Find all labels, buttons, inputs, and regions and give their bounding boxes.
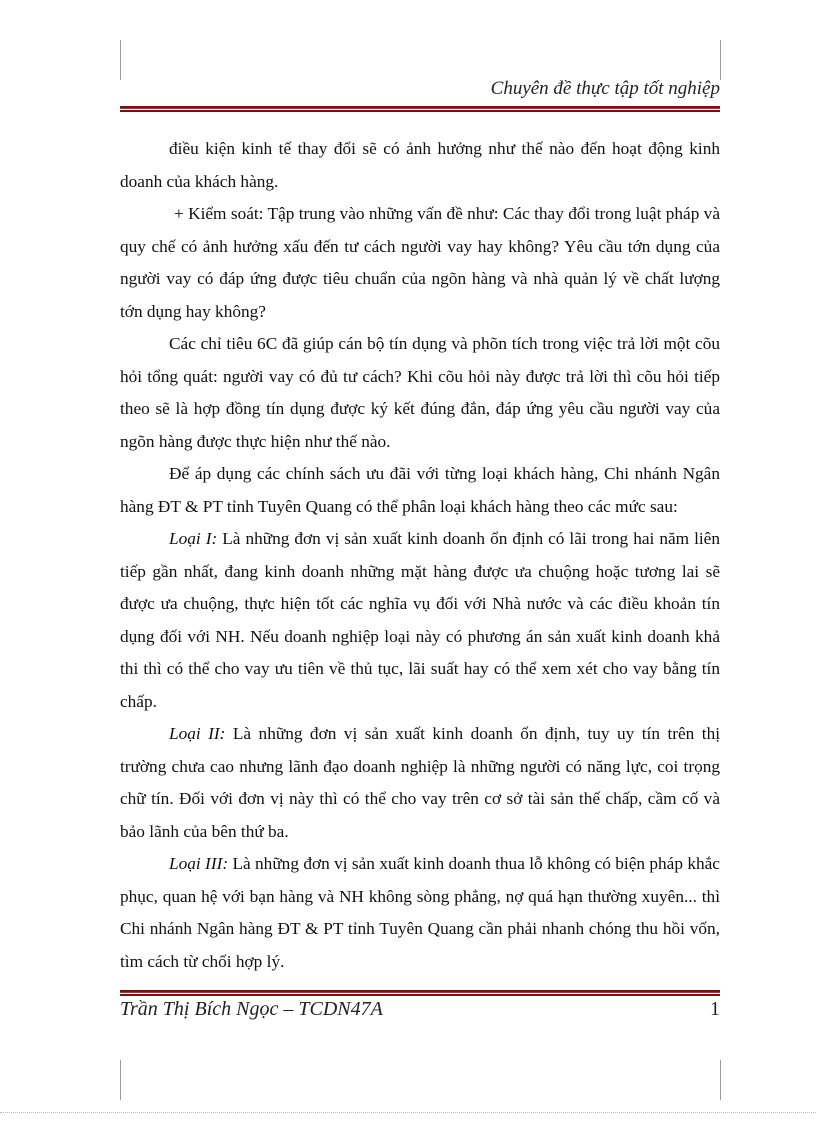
loai-1-text: Là những đơn vị sản xuất kinh doanh ổn định có lãi trong hai năm liên tiếp gần nhất, đang kinh doanh những mặt hàng được ưa chuộng hoặc tương lai sẽ được ưa chuộng, thực hiện tốt các nghĩa vụ đối với Nhà nước và các điều khoản tín dụng đối với NH. Nếu doanh nghiệp loại này có phương án sản xuất kinh doanh khả thi thì có thể cho vay ưu tiên về thủ tục, lãi suất hay có thể xem xét cho vay bằng tín chấp. — [120, 529, 720, 711]
loai-2-label: Loại II: — [169, 724, 226, 743]
paragraph-text: Để áp dụng các chính sách ưu đãi với từng loại khách hàng, Chi nhánh Ngân hàng ĐT & PT tỉnh Tuyên Quang có thể phân loại khách hàng theo các mức sau: — [120, 464, 720, 516]
paragraph-loai-3 — [120, 848, 720, 978]
header-title: Chuyên đề thực tập tốt nghiệp — [490, 78, 720, 99]
margin-guide-top-left — [108, 40, 121, 80]
paragraph-continuation — [120, 133, 720, 198]
loai-2-text: Là những đơn vị sản xuất kinh doanh ổn định, tuy uy tín trên thị trường chưa cao nhưng lãnh đạo doanh nghiệp là những người có năng lực, coi trọng chữ tín. Đối với đơn vị này thì có thể cho vay trên cơ sở tài sản thế chấp, cầm cố và bảo lãnh của bên thứ ba. — [120, 724, 721, 841]
margin-guide-bottom-left — [108, 1060, 121, 1100]
header-rule — [120, 106, 720, 112]
page-number: 1 — [710, 998, 720, 1020]
paragraph-text: + Kiểm soát: Tập trung vào những vấn đề như: Các thay đổi trong luật pháp và quy chế có ảnh hưởng xấu đến tư cách người vay hay không? Yêu cầu tớn dụng của người vay có đáp ứng được tiêu chuẩn của ngõn hàng và nhà quản lý về chất lượng tớn dụng hay không? — [120, 204, 720, 321]
footer-author: Trần Thị Bích Ngọc – TCDN47A — [120, 998, 383, 1020]
paragraph-loai-1 — [120, 523, 720, 718]
footer-rule — [120, 990, 720, 996]
paragraph-classification — [120, 458, 720, 523]
page-bottom-border — [0, 1112, 816, 1113]
paragraph-text: Các chỉ tiêu 6C đã giúp cán bộ tín dụng và phõn tích trong việc trả lời một cõu hỏi tổng quát: người vay có đủ tư cách? Khi cõu hỏi này được trả lời thì cõu hỏi tiếp theo sẽ là hợp đồng tín dụng được ký kết đúng đắn, đáp ứng yêu cầu người vay của ngõn hàng được thực hiện như thế nào. — [120, 334, 720, 451]
paragraph-text: điều kiện kinh tế thay đổi sẽ có ảnh hưởng như thế nào đến hoạt động kinh doanh của khách hàng. — [120, 139, 720, 191]
body-text — [120, 133, 720, 978]
loai-3-label: Loại III: — [169, 854, 229, 873]
paragraph-kiem-soat — [120, 198, 720, 328]
paragraph-6c — [120, 328, 720, 458]
loai-1-label: Loại I: — [169, 529, 218, 548]
margin-guide-bottom-right — [720, 1060, 733, 1100]
margin-guide-top-right — [720, 40, 733, 80]
loai-3-text: Là những đơn vị sản xuất kinh doanh thua lỗ không có biện pháp khắc phục, quan hệ với bạn hàng và NH không sòng phẳng, nợ quá hạn thường xuyên... thì Chi nhánh Ngân hàng ĐT & PT tỉnh Tuyên Quang cần phải nhanh chóng thu hồi vốn, tìm cách từ chối hợp lý. — [120, 854, 720, 971]
paragraph-loai-2 — [120, 718, 720, 848]
